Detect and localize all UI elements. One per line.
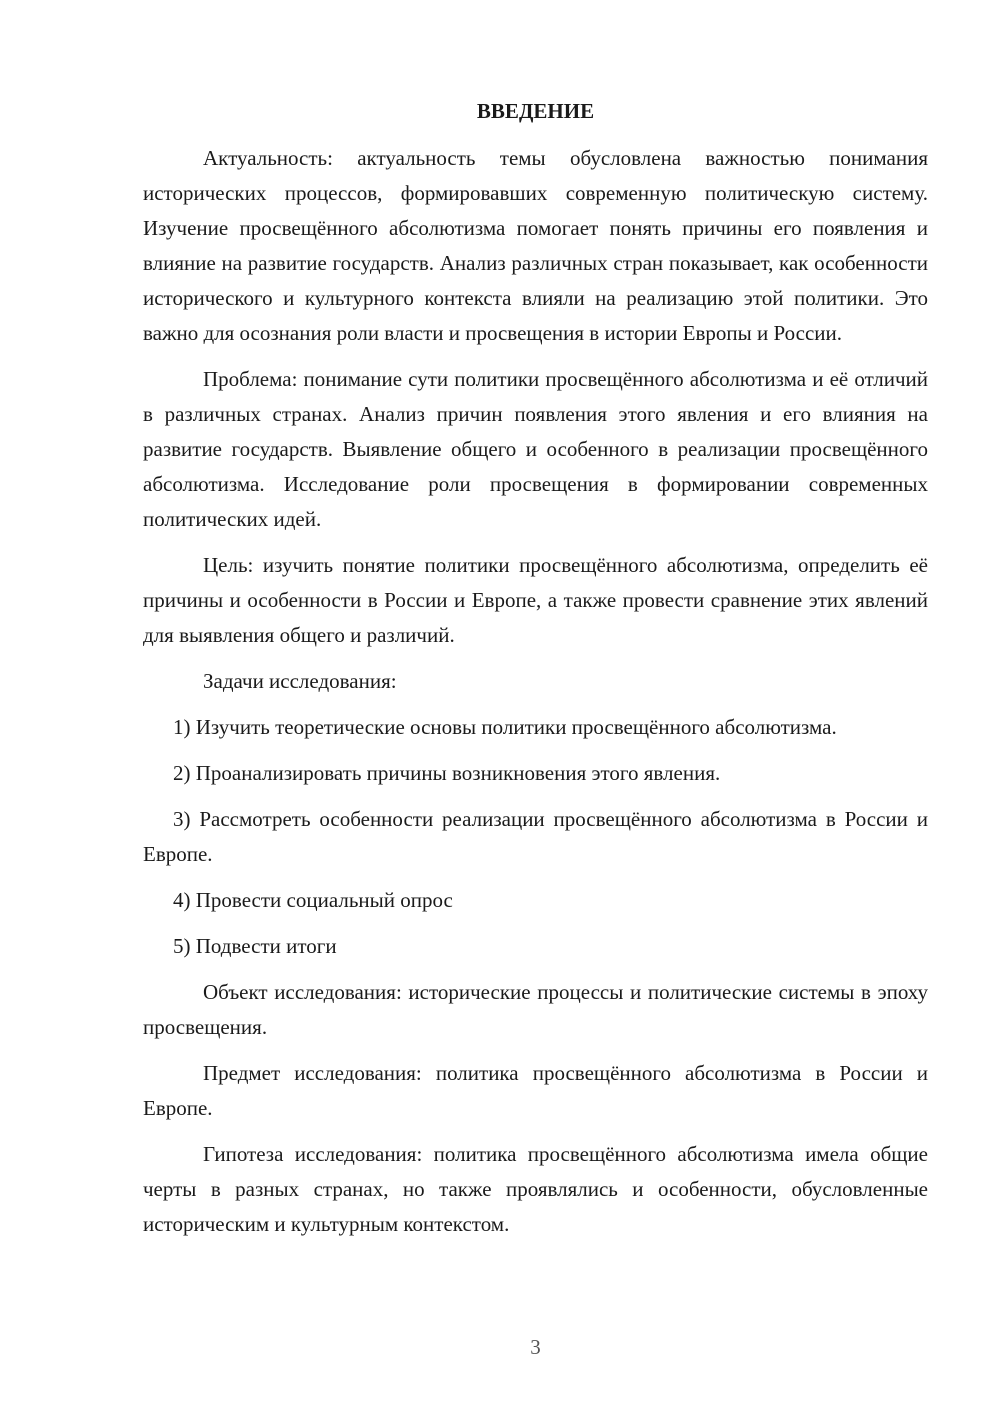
task-item-4: 4) Провести социальный опрос	[173, 888, 453, 912]
paragraph-tasks-heading: Задачи исследования:	[203, 669, 397, 693]
paragraph-object: Объект исследования: исторические процессы и политические системы в эпоху просвещения.	[143, 980, 928, 1039]
task-item-1: 1) Изучить теоретические основы политики просвещённого абсолютизма.	[173, 715, 837, 739]
task-item-2: 2) Проанализировать причины возникновения этого явления.	[173, 761, 721, 785]
section-title: ВВЕДЕНИЕ	[476, 99, 595, 123]
task-item-3: 3) Рассмотреть особенности реализации просвещённого абсолютизма в России и Европе.	[143, 807, 928, 866]
paragraph-relevance: Актуальность: актуальность темы обусловлена важностью понимания исторических процессов, формировавших современную политическую систему. Изучение просвещённого абсолютизма помогает понять причины его появления и влияние на развитие государств. Анализ различных стран показывает, как особенности исторического и культурного контекста влияли на реализацию этой политики. Это важно для осознания роли власти и просвещения в истории Европы и России.	[143, 146, 928, 345]
paragraph-hypothesis: Гипотеза исследования: политика просвещённого абсолютизма имела общие черты в разных странах, но также проявлялись и особенности, обусловленные историческим и культурным контекстом.	[143, 1142, 928, 1236]
paragraph-subject: Предмет исследования: политика просвещённого абсолютизма в России и Европе.	[143, 1061, 928, 1120]
task-item-5: 5) Подвести итоги	[173, 934, 337, 958]
paragraph-goal: Цель: изучить понятие политики просвещённого абсолютизма, определить её причины и особенности в России и Европе, а также провести сравнение этих явлений для выявления общего и различий.	[143, 553, 928, 647]
page-content	[143, 94, 928, 1253]
page-number: 3	[530, 1335, 541, 1359]
paragraph-problem: Проблема: понимание сути политики просвещённого абсолютизма и её отличий в различных странах. Анализ причин появления этого явления и его влияния на развитие государств. Выявление общего и особенного в реализации просвещённого абсолютизма. Исследование роли просвещения в формировании современных политических идей.	[143, 367, 928, 531]
